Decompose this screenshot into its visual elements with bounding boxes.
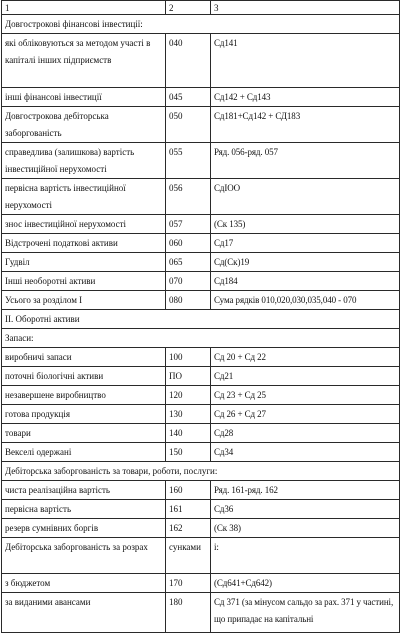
row-formula: (Ск 135) — [211, 215, 400, 234]
row-line-code: 056 — [166, 179, 211, 215]
table-row — [2, 424, 400, 443]
table-row — [2, 481, 400, 500]
row-item-name: знос інвестиційної нерухомості — [2, 215, 166, 234]
table-row — [2, 253, 400, 272]
row-formula: Сд 371 (за мінусом сальдо за рах. 371 у частині, що припадає на капітальні — [211, 593, 400, 633]
row-formula: і: — [211, 538, 400, 574]
row-formula: Сд 23 + Сд 25 — [211, 386, 400, 405]
row-item-name: справедлива (залишкова) вартість інвестиційної нерухомості — [2, 143, 166, 179]
section-row — [2, 15, 400, 34]
row-line-code: сунками — [166, 538, 211, 574]
row-line-code: 170 — [166, 574, 211, 593]
table-row — [2, 405, 400, 424]
row-formula: Сд181+Сд142 + СД183 — [211, 107, 400, 143]
row-formula: Сд17 — [211, 234, 400, 253]
row-formula: Сд36 — [211, 500, 400, 519]
table-row — [2, 143, 400, 179]
row-line-code: 057 — [166, 215, 211, 234]
header-col-2: 2 — [166, 1, 211, 15]
row-line-code: 160 — [166, 481, 211, 500]
row-formula: Сд28 — [211, 424, 400, 443]
row-line-code: ПО — [166, 367, 211, 386]
row-line-code: 050 — [166, 107, 211, 143]
row-item-name: готова продукція — [2, 405, 166, 424]
row-item-name: виробничі запаси — [2, 348, 166, 367]
table-header-row — [2, 1, 400, 15]
row-formula: Сд 26 + Сд 27 — [211, 405, 400, 424]
row-formula: Сд 20 + Сд 22 — [211, 348, 400, 367]
row-formula: СдIOO — [211, 179, 400, 215]
table-row — [2, 538, 400, 574]
table-row — [2, 367, 400, 386]
row-line-code: 060 — [166, 234, 211, 253]
row-formula: Сд(Ск)19 — [211, 253, 400, 272]
table-row — [2, 593, 400, 633]
row-formula: Сд21 — [211, 367, 400, 386]
table-row — [2, 443, 400, 462]
section-title: Дебіторська заборгованість за товари, роботи, послуги: — [2, 462, 400, 481]
row-formula: Ряд. 161-ряд. 162 — [211, 481, 400, 500]
table-row — [2, 234, 400, 253]
row-item-name: Векселі одержані — [2, 443, 166, 462]
row-item-name: резерв сумнівних боргів — [2, 519, 166, 538]
row-formula: (Сд641+Сд642) — [211, 574, 400, 593]
row-formula: Сд184 — [211, 272, 400, 291]
row-line-code: 130 — [166, 405, 211, 424]
balance-sheet-table-wrapper — [1, 0, 399, 633]
row-item-name: Дебіторська заборгованість за розрах — [2, 538, 166, 574]
row-item-name: Відстрочені податкові активи — [2, 234, 166, 253]
row-item-name: які обліковуються за методом участі в капіталі інших підприємств — [2, 34, 166, 88]
row-item-name: первісна вартість інвестиційної нерухомості — [2, 179, 166, 215]
section-title: Запаси: — [2, 329, 400, 348]
row-line-code: 162 — [166, 519, 211, 538]
row-item-name: Гудвіл — [2, 253, 166, 272]
table-row — [2, 179, 400, 215]
row-line-code: 040 — [166, 34, 211, 88]
table-row — [2, 386, 400, 405]
row-item-name: Інші необоротні активи — [2, 272, 166, 291]
header-col-3: 3 — [211, 1, 400, 15]
section-row — [2, 462, 400, 481]
row-line-code: 055 — [166, 143, 211, 179]
section-title: II. Оборотні активи — [2, 310, 400, 329]
section-title: Довгострокові фінансові інвестиції: — [2, 15, 400, 34]
section-row — [2, 310, 400, 329]
row-formula: (Ск 38) — [211, 519, 400, 538]
row-item-name: з бюджетом — [2, 574, 166, 593]
row-item-name: товари — [2, 424, 166, 443]
table-row — [2, 500, 400, 519]
table-row — [2, 215, 400, 234]
table-row — [2, 291, 400, 310]
table-row — [2, 348, 400, 367]
table-row — [2, 107, 400, 143]
row-line-code: 150 — [166, 443, 211, 462]
row-formula: Сд34 — [211, 443, 400, 462]
row-line-code: 080 — [166, 291, 211, 310]
row-formula: Сд142 + Сд143 — [211, 88, 400, 107]
row-item-name: незавершене виробництво — [2, 386, 166, 405]
row-line-code: 140 — [166, 424, 211, 443]
row-line-code: 045 — [166, 88, 211, 107]
header-col-1: 1 — [2, 1, 166, 15]
row-line-code: 100 — [166, 348, 211, 367]
table-row — [2, 519, 400, 538]
table-body — [2, 1, 400, 633]
row-item-name: Усього за розділом І — [2, 291, 166, 310]
row-item-name: первісна вартість — [2, 500, 166, 519]
row-line-code: 070 — [166, 272, 211, 291]
row-item-name: чиста реалізаційна вартість — [2, 481, 166, 500]
row-item-name: інші фінансові інвестиції — [2, 88, 166, 107]
table-row — [2, 34, 400, 88]
table-row — [2, 88, 400, 107]
row-line-code: 065 — [166, 253, 211, 272]
row-item-name: за виданими авансами — [2, 593, 166, 633]
row-formula: Сума рядків 010,020,030,035,040 - 070 — [211, 291, 400, 310]
balance-sheet-table — [1, 0, 400, 633]
table-row — [2, 574, 400, 593]
section-row — [2, 329, 400, 348]
table-row — [2, 272, 400, 291]
row-formula: Ряд. 056-ряд. 057 — [211, 143, 400, 179]
row-line-code: 180 — [166, 593, 211, 633]
row-item-name: Довгострокова дебіторська заборгованість — [2, 107, 166, 143]
row-line-code: 161 — [166, 500, 211, 519]
row-formula: Сд141 — [211, 34, 400, 88]
row-item-name: поточні біологічні активи — [2, 367, 166, 386]
row-line-code: 120 — [166, 386, 211, 405]
